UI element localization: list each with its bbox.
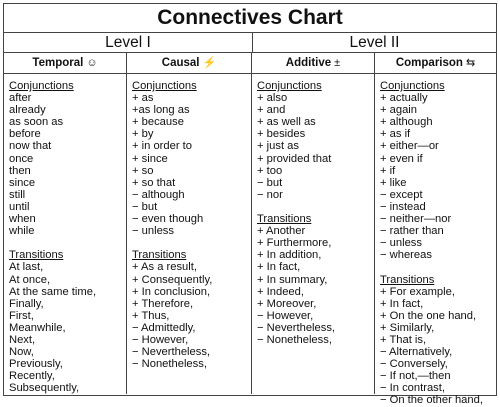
connective-item: + In fact, <box>380 297 424 310</box>
columns-body <box>4 74 496 407</box>
connective-item: + since <box>132 152 168 165</box>
additive-heading-text: Additive <box>285 57 332 69</box>
connective-item: + That is, <box>380 333 427 346</box>
connective-item: − In contrast, <box>380 382 445 395</box>
section-spacer <box>132 237 251 249</box>
connective-item: + Similarly, <box>380 321 435 334</box>
connective-item: + as if <box>380 128 411 141</box>
section-label: Conjunctions <box>132 80 197 92</box>
connective-item: still <box>9 188 26 201</box>
section-label: Transitions <box>380 273 435 286</box>
connective-item: Previously, <box>9 358 63 371</box>
connective-item: + so that <box>132 176 176 189</box>
connective-item: + In fact, <box>257 261 301 274</box>
connective-item: − even though <box>132 213 204 226</box>
connective-item: − Nonetheless, <box>257 333 332 346</box>
connective-item: − On the other hand, <box>380 394 483 407</box>
connective-item: − Alternatively, <box>380 346 453 359</box>
section-label: Transitions <box>9 249 64 262</box>
connective-item: + Another <box>257 225 306 238</box>
connective-item: − instead <box>380 200 426 213</box>
column-header-row <box>4 53 496 74</box>
comparison-header <box>375 53 496 73</box>
connective-item: First, <box>9 309 34 322</box>
additive-column <box>252 74 375 394</box>
connective-item: − If not,—then <box>380 370 451 383</box>
connective-item: + In summary, <box>257 273 328 286</box>
connective-item: + and <box>257 104 286 117</box>
connective-item: − However, <box>132 333 189 346</box>
connective-item: Meanwhile, <box>9 321 66 334</box>
connective-item: − Nevertheless, <box>257 321 336 334</box>
connective-item: + too <box>257 164 283 177</box>
connective-item: + although <box>380 116 433 129</box>
section-label: Conjunctions <box>9 80 74 92</box>
section-spacer <box>380 261 496 273</box>
connective-item: − However, <box>257 309 314 322</box>
causal-header <box>127 53 252 73</box>
connective-item: + As a result, <box>132 261 197 274</box>
connective-item: + Thus, <box>132 309 170 322</box>
connective-item: + just as <box>257 140 299 153</box>
causal-column <box>127 74 252 394</box>
connective-item: Subsequently, <box>9 382 80 395</box>
connective-item: − although <box>132 188 185 201</box>
connective-item: +as long as <box>132 104 190 117</box>
connective-item: + even if <box>380 152 423 165</box>
connective-item: + because <box>132 116 184 129</box>
connective-item: − but <box>132 200 158 213</box>
temporal-header <box>4 53 127 73</box>
lightning-bolt-icon: ⚡ <box>202 57 217 69</box>
connective-item: Recently, <box>9 370 55 383</box>
connective-item: + in order to <box>132 140 193 153</box>
section-label: Conjunctions <box>380 80 445 92</box>
additive-header <box>252 53 375 73</box>
connective-item: + Moreover, <box>257 297 317 310</box>
connective-item: as soon as <box>9 116 64 129</box>
chart-title: Connectives Chart <box>4 4 496 33</box>
comparison-column <box>375 74 496 407</box>
section-label: Transitions <box>257 213 312 226</box>
connective-item: At last, <box>9 261 44 274</box>
connective-item: + as well as <box>257 116 316 129</box>
connective-item: − neither—nor <box>380 213 452 226</box>
connective-item: + by <box>132 128 154 141</box>
connective-item: then <box>9 164 31 177</box>
connective-item: + Therefore, <box>132 297 194 310</box>
section-label: Conjunctions <box>257 80 322 92</box>
connective-item: + For example, <box>380 285 455 298</box>
connective-item: At the same time, <box>9 285 97 298</box>
connective-item: − unless <box>380 237 422 250</box>
connective-item: + provided that <box>257 152 332 165</box>
level-two-header: Level II <box>349 34 400 51</box>
connective-item: + besides <box>257 128 306 141</box>
connective-item: − rather than <box>380 225 444 238</box>
connective-item: + In conclusion, <box>132 285 211 298</box>
section-spacer <box>9 237 126 249</box>
connective-item: + like <box>380 176 407 189</box>
connective-item: while <box>9 225 35 238</box>
connective-item: + again <box>380 104 418 117</box>
connective-item: − nor <box>257 188 283 201</box>
connective-item: + On the one hand, <box>380 309 477 322</box>
causal-heading-text: Causal <box>161 57 200 69</box>
connective-item: Next, <box>9 333 36 346</box>
connective-item: + either—or <box>380 140 439 153</box>
connective-item: until <box>9 200 30 213</box>
temporal-heading-text: Temporal <box>32 57 84 69</box>
connective-item: Now, <box>9 346 34 359</box>
connective-item: − unless <box>132 225 174 238</box>
connective-item: + so <box>132 164 154 177</box>
connective-item: + also <box>257 92 288 105</box>
connective-item: before <box>9 128 41 141</box>
connective-item: − Conversely, <box>380 358 448 371</box>
connective-item: since <box>9 176 36 189</box>
connective-item: + In addition, <box>257 249 322 262</box>
connective-item: + as <box>132 92 154 105</box>
connective-item: when <box>9 213 36 226</box>
connective-item: − except <box>380 188 423 201</box>
level-one-header: Level I <box>4 33 253 52</box>
temporal-column <box>4 74 127 394</box>
comparison-heading-text: Comparison <box>395 57 463 69</box>
connective-item: Finally, <box>9 297 44 310</box>
connective-item: + if <box>380 164 396 177</box>
connective-item: + Furthermore, <box>257 237 332 250</box>
section-label: Transitions <box>132 249 187 262</box>
connective-item: + actually <box>380 92 428 105</box>
smiley-face-icon: ☺ <box>86 57 98 69</box>
connective-item: At once, <box>9 273 51 286</box>
connective-item: − Nevertheless, <box>132 346 211 359</box>
plus-minus-icon: ± <box>334 57 341 69</box>
connective-item: now that <box>9 140 52 153</box>
connectives-chart <box>3 3 497 407</box>
section-spacer <box>257 201 374 213</box>
connective-item: − Admittedly, <box>132 321 196 334</box>
connective-item: − Nonetheless, <box>132 358 207 371</box>
connective-item: − whereas <box>380 249 432 262</box>
connective-item: after <box>9 92 32 105</box>
connective-item: once <box>9 152 34 165</box>
level-header-row <box>4 33 496 53</box>
swap-arrows-icon: ⇆ <box>465 57 476 69</box>
connective-item: already <box>9 104 46 117</box>
connective-item: − but <box>257 176 283 189</box>
connective-item: + Consequently, <box>132 273 213 286</box>
connective-item: + Indeed, <box>257 285 304 298</box>
